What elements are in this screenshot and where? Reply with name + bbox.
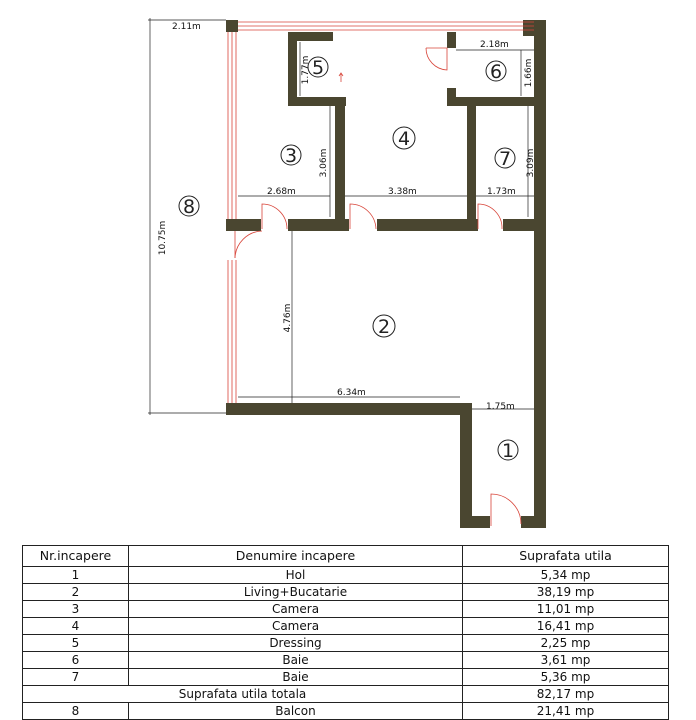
room-label-1: 1 xyxy=(501,440,515,462)
row-name: Baie xyxy=(129,669,463,686)
table-header-row xyxy=(23,546,669,567)
row-area: 11,01 mp xyxy=(463,601,669,618)
header-area: Suprafata utila xyxy=(463,546,669,567)
dim-baie7-height: 3.09m xyxy=(526,148,536,178)
dim-baie6-height: 1.66m xyxy=(524,58,534,88)
row-nr: 4 xyxy=(23,618,129,635)
row-area: 21,41 mp xyxy=(463,703,669,720)
room-label-6: 6 xyxy=(489,61,503,83)
room-label-7: 7 xyxy=(498,148,512,170)
row-area: 3,61 mp xyxy=(463,652,669,669)
row-area: 16,41 mp xyxy=(463,618,669,635)
balcony-row xyxy=(23,703,669,720)
room-label-5: 5 xyxy=(311,57,325,79)
table-row xyxy=(23,635,669,652)
rooms-table xyxy=(22,545,669,720)
windows xyxy=(228,22,534,403)
row-area: 5,34 mp xyxy=(463,567,669,584)
dim-hol-width: 1.75m xyxy=(486,402,515,412)
room-label-3: 3 xyxy=(284,145,298,167)
table-row xyxy=(23,669,669,686)
row-area: 38,19 mp xyxy=(463,584,669,601)
row-nr: 5 xyxy=(23,635,129,652)
dim-camera4-width: 3.38m xyxy=(388,187,417,197)
header-name: Denumire incapere xyxy=(129,546,463,567)
table-row xyxy=(23,652,669,669)
row-name: Hol xyxy=(129,567,463,584)
dim-baie6-width: 2.18m xyxy=(480,40,509,50)
table-row xyxy=(23,601,669,618)
table-row xyxy=(23,618,669,635)
dim-balcony-top-width: 2.11m xyxy=(172,22,201,32)
dim-baie7-width: 1.73m xyxy=(487,187,516,197)
row-nr: 3 xyxy=(23,601,129,618)
total-value: 82,17 mp xyxy=(463,686,669,703)
row-nr: 6 xyxy=(23,652,129,669)
row-nr: 1 xyxy=(23,567,129,584)
room-label-2: 2 xyxy=(377,316,391,338)
dim-dressing-height: 1.77m xyxy=(301,55,311,85)
doors xyxy=(235,48,521,526)
row-name: Living+Bucatarie xyxy=(129,584,463,601)
row-nr: 8 xyxy=(23,703,129,720)
table-row xyxy=(23,584,669,601)
row-area: 2,25 mp xyxy=(463,635,669,652)
row-name: Camera xyxy=(129,618,463,635)
row-area: 5,36 mp xyxy=(463,669,669,686)
dim-camera3-height: 3.06m xyxy=(319,148,329,178)
dim-living-height: 4.76m xyxy=(283,303,293,333)
row-name: Camera xyxy=(129,601,463,618)
room-label-8: 8 xyxy=(182,196,196,218)
dim-camera3-width: 2.68m xyxy=(267,187,296,197)
row-nr: 2 xyxy=(23,584,129,601)
total-label: Suprafata utila totala xyxy=(23,686,463,703)
table-row xyxy=(23,567,669,584)
row-name: Baie xyxy=(129,652,463,669)
row-name: Balcon xyxy=(129,703,463,720)
room-label-4: 4 xyxy=(397,128,411,150)
dim-living-width: 6.34m xyxy=(337,388,366,398)
row-name: Dressing xyxy=(129,635,463,652)
total-row xyxy=(23,686,669,703)
row-nr: 7 xyxy=(23,669,129,686)
header-nr: Nr.incapere xyxy=(23,546,129,567)
dim-balcony-height: 10.75m xyxy=(158,220,168,256)
